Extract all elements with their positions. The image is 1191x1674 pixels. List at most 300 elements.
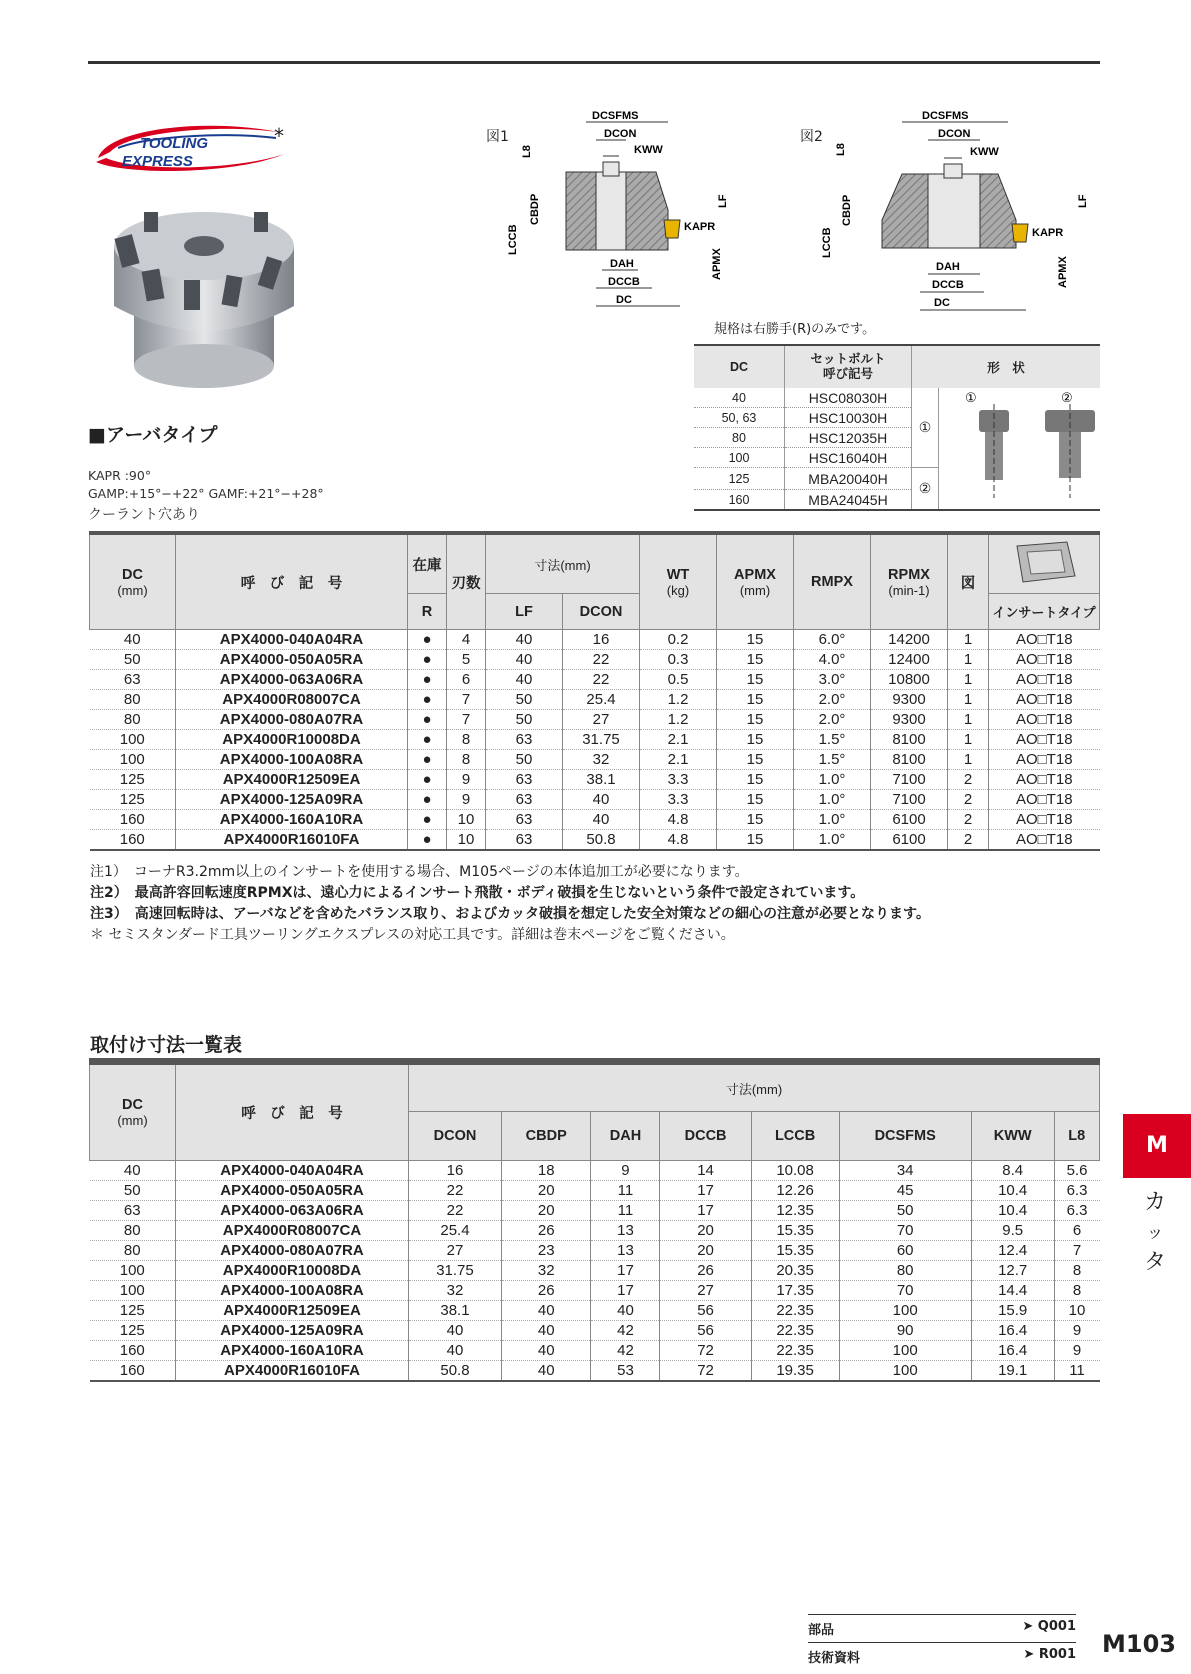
- cell: 15: [717, 710, 794, 730]
- cell: 14: [660, 1161, 751, 1181]
- bolt-dc: 125: [694, 468, 785, 490]
- cell: AO□T18: [989, 670, 1100, 690]
- cell: 12.7: [971, 1261, 1054, 1281]
- cell: 1.5°: [794, 750, 871, 770]
- cell: ●: [408, 810, 447, 830]
- cell: 100: [839, 1361, 971, 1382]
- cell: 3.3: [640, 790, 717, 810]
- cell: 9: [1054, 1321, 1100, 1341]
- table-row: [90, 1361, 1100, 1382]
- cell: 15.35: [751, 1221, 839, 1241]
- cell: 10: [447, 830, 486, 851]
- table-row: [90, 1341, 1100, 1361]
- cell: APX4000-050A05RA: [176, 650, 408, 670]
- cell: 20: [660, 1221, 751, 1241]
- cell: 90: [839, 1321, 971, 1341]
- cell: 80: [90, 710, 176, 730]
- cell: 1: [948, 750, 989, 770]
- insert-icon: [1009, 540, 1079, 584]
- cell: 2.0°: [794, 690, 871, 710]
- cell: 0.5: [640, 670, 717, 690]
- cell: 80: [839, 1261, 971, 1281]
- cell: 40: [501, 1301, 591, 1321]
- cell: 5: [447, 650, 486, 670]
- cell: 100: [90, 750, 176, 770]
- cell: ●: [408, 710, 447, 730]
- cell: 17: [660, 1181, 751, 1201]
- cell: 1: [948, 710, 989, 730]
- cell: 8: [1054, 1261, 1100, 1281]
- cell: AO□T18: [989, 730, 1100, 750]
- cell: 5.6: [1054, 1161, 1100, 1181]
- section-tab-m[interactable]: M: [1123, 1114, 1191, 1178]
- cell: 38.1: [563, 770, 640, 790]
- svg-text:KAPR: KAPR: [684, 221, 716, 233]
- cell: 80: [90, 1241, 176, 1261]
- table-row: [90, 790, 1100, 810]
- cell: 12.35: [751, 1201, 839, 1221]
- svg-text:LF: LF: [717, 194, 729, 208]
- bolt-header-bolt: セットボルト 呼び記号: [785, 345, 912, 388]
- cell: 6: [1054, 1221, 1100, 1241]
- cell: 50: [90, 650, 176, 670]
- insert-image-cell: [989, 533, 1100, 594]
- cell: 22: [563, 670, 640, 690]
- tooling-express-logo: [88, 118, 288, 180]
- cell: 63: [90, 1201, 176, 1221]
- cell: 2: [948, 770, 989, 790]
- shape-1-marker: ①: [912, 388, 939, 468]
- table-row: [90, 1321, 1100, 1341]
- header-fig: 図: [948, 533, 989, 630]
- cell: APX4000-100A08RA: [176, 750, 408, 770]
- svg-text:EXPRESS: EXPRESS: [122, 153, 193, 170]
- cell: 70: [839, 1221, 971, 1241]
- cell: 100: [90, 1261, 176, 1281]
- cell: 22.35: [751, 1341, 839, 1361]
- bolt-code: MBA24045H: [785, 490, 912, 511]
- header-stock-r: R: [408, 594, 447, 630]
- cell: 11: [591, 1181, 660, 1201]
- cell: APX4000-050A05RA: [176, 1181, 409, 1201]
- cell: 15: [717, 690, 794, 710]
- cell: 18: [501, 1161, 591, 1181]
- table-row: [90, 710, 1100, 730]
- cell: 32: [501, 1261, 591, 1281]
- cell: 72: [660, 1361, 751, 1382]
- bolt-dc: 80: [694, 428, 785, 448]
- top-rule: [88, 61, 1100, 64]
- bolt-dc: 40: [694, 388, 785, 408]
- cell: 25.4: [563, 690, 640, 710]
- cell: APX4000-080A07RA: [176, 710, 408, 730]
- cell: 17: [591, 1281, 660, 1301]
- cell: 20: [501, 1181, 591, 1201]
- cell: 63: [90, 670, 176, 690]
- cell: 10800: [871, 670, 948, 690]
- cell: 13: [591, 1221, 660, 1241]
- cell: 3.3: [640, 770, 717, 790]
- cell: 1: [948, 730, 989, 750]
- table-row: [90, 630, 1100, 650]
- cell: AO□T18: [989, 790, 1100, 810]
- cell: 7: [1054, 1241, 1100, 1261]
- cell: 8100: [871, 730, 948, 750]
- cell: 20: [660, 1241, 751, 1261]
- bolt-code: HSC10030H: [785, 408, 912, 428]
- cell: 34: [839, 1161, 971, 1181]
- figure1-label: 図1: [486, 129, 509, 145]
- cell: 80: [90, 690, 176, 710]
- cell: APX4000R12509EA: [176, 1301, 409, 1321]
- cell: 6.3: [1054, 1201, 1100, 1221]
- cell: 8: [447, 750, 486, 770]
- cell: 1.0°: [794, 770, 871, 790]
- cell: 63: [486, 730, 563, 750]
- cell: 11: [591, 1201, 660, 1221]
- header-rmpx: RMPX: [794, 533, 871, 630]
- cell: ●: [408, 790, 447, 810]
- cell: 32: [563, 750, 640, 770]
- specification-rows: [90, 630, 1100, 851]
- dim-col-dccb: DCCB: [660, 1112, 751, 1161]
- cell: 40: [501, 1361, 591, 1382]
- cell: APX4000-100A08RA: [176, 1281, 409, 1301]
- dim-col-kww: KWW: [971, 1112, 1054, 1161]
- header-dcon: DCON: [563, 594, 640, 630]
- dim-col-cbdp: CBDP: [501, 1112, 591, 1161]
- bolt-code: HSC08030H: [785, 388, 912, 408]
- header-teeth: 刃数: [447, 533, 486, 630]
- table-row: [90, 770, 1100, 790]
- header-code: 呼 び 記 号: [176, 533, 408, 630]
- cell: AO□T18: [989, 830, 1100, 851]
- cell: 8: [1054, 1281, 1100, 1301]
- cell: ●: [408, 770, 447, 790]
- svg-text:APMX: APMX: [711, 248, 723, 280]
- cell: 50: [839, 1201, 971, 1221]
- svg-text:DCSFMS: DCSFMS: [592, 110, 639, 122]
- cell: 40: [563, 790, 640, 810]
- cell: AO□T18: [989, 810, 1100, 830]
- cell: ●: [408, 730, 447, 750]
- spec-kapr: KAPR :90°: [88, 468, 152, 483]
- cell: 63: [486, 770, 563, 790]
- cell: APX4000-080A07RA: [176, 1241, 409, 1261]
- cell: APX4000-063A06RA: [176, 670, 408, 690]
- cell: 22: [563, 650, 640, 670]
- cell: 6.0°: [794, 630, 871, 650]
- spec-gamp: GAMP:+15°−+22° GAMF:+21°−+28°: [88, 486, 324, 501]
- cell: 10: [447, 810, 486, 830]
- cell: 11: [1054, 1361, 1100, 1382]
- cell: 16: [563, 630, 640, 650]
- cell: 2.0°: [794, 710, 871, 730]
- cell: 50: [486, 710, 563, 730]
- bolt-dc: 100: [694, 448, 785, 468]
- cell: ●: [408, 750, 447, 770]
- cell: 6100: [871, 830, 948, 851]
- bolt-code: HSC16040H: [785, 448, 912, 468]
- svg-text:DCCB: DCCB: [932, 279, 964, 291]
- header-stock: 在庫: [408, 533, 447, 594]
- cell: 0.3: [640, 650, 717, 670]
- cell: 160: [90, 810, 176, 830]
- cell: 9300: [871, 710, 948, 730]
- cell: 53: [591, 1361, 660, 1382]
- cell: 1.5°: [794, 730, 871, 750]
- cell: 160: [90, 1341, 176, 1361]
- cell: 50.8: [563, 830, 640, 851]
- cell: 42: [591, 1321, 660, 1341]
- cell: 72: [660, 1341, 751, 1361]
- cell: 20.35: [751, 1261, 839, 1281]
- cell: 4.0°: [794, 650, 871, 670]
- cell: 40: [90, 630, 176, 650]
- cell: 63: [486, 830, 563, 851]
- cell: 20: [501, 1201, 591, 1221]
- cell: AO□T18: [989, 630, 1100, 650]
- dim-header-code: 呼 び 記 号: [176, 1062, 409, 1161]
- cell: 16.4: [971, 1321, 1054, 1341]
- reference-links: [808, 1614, 1076, 1670]
- cell: 1.0°: [794, 790, 871, 810]
- cell: 4.8: [640, 830, 717, 851]
- svg-text:DCON: DCON: [938, 128, 971, 140]
- cell: 23: [501, 1241, 591, 1261]
- bolt-header-shape: 形 状: [912, 345, 1101, 388]
- table-row: [90, 1221, 1100, 1241]
- svg-text:LCCB: LCCB: [508, 224, 519, 255]
- cell: 22: [409, 1201, 502, 1221]
- cell: AO□T18: [989, 650, 1100, 670]
- cell: APX4000-160A10RA: [176, 1341, 409, 1361]
- cell: 63: [486, 790, 563, 810]
- cell: 32: [409, 1281, 502, 1301]
- cell: 26: [660, 1261, 751, 1281]
- note-1: 注1） コーナR3.2mm以上のインサートを使用する場合、M105ページの本体追加工が必要になります。: [90, 864, 749, 880]
- dim-col-dah: DAH: [591, 1112, 660, 1161]
- svg-text:①: ①: [964, 390, 977, 405]
- cell: 12.26: [751, 1181, 839, 1201]
- cell: 1.0°: [794, 810, 871, 830]
- cell: 15: [717, 770, 794, 790]
- svg-text:CBDP: CBDP: [529, 193, 541, 225]
- cell: 3.0°: [794, 670, 871, 690]
- cell: 10.08: [751, 1161, 839, 1181]
- cell: 7100: [871, 770, 948, 790]
- cell: 70: [839, 1281, 971, 1301]
- dimension-table: [89, 1058, 1100, 1382]
- table-row: [90, 810, 1100, 830]
- header-dc: DC (mm): [90, 533, 176, 630]
- cell: 63: [486, 810, 563, 830]
- cutter-product-image: [104, 206, 304, 400]
- svg-text:DC: DC: [934, 297, 950, 309]
- cell: 100: [90, 730, 176, 750]
- cell: APX4000R12509EA: [176, 770, 408, 790]
- cell: APX4000R10008DA: [176, 730, 408, 750]
- cell: 10.4: [971, 1181, 1054, 1201]
- table-row: [90, 650, 1100, 670]
- cell: 7100: [871, 790, 948, 810]
- svg-text:DAH: DAH: [936, 261, 960, 273]
- cell: 4.8: [640, 810, 717, 830]
- cell: 56: [660, 1301, 751, 1321]
- cell: 17.35: [751, 1281, 839, 1301]
- svg-text:②: ②: [1060, 390, 1073, 405]
- bolt-code: MBA20040H: [785, 468, 912, 490]
- cell: 26: [501, 1221, 591, 1241]
- logo-asterisk: *: [274, 124, 284, 148]
- cell: 13: [591, 1241, 660, 1261]
- cell: 10: [1054, 1301, 1100, 1321]
- cell: 38.1: [409, 1301, 502, 1321]
- cell: 27: [409, 1241, 502, 1261]
- svg-text:DCCB: DCCB: [608, 276, 640, 288]
- bolt-code: HSC12035H: [785, 428, 912, 448]
- cell: 22: [409, 1181, 502, 1201]
- cell: 50: [486, 690, 563, 710]
- cell: 9: [591, 1161, 660, 1181]
- cell: 40: [501, 1321, 591, 1341]
- header-dims: 寸法(mm): [486, 533, 640, 594]
- table-row: [90, 1161, 1100, 1181]
- header-lf: LF: [486, 594, 563, 630]
- cell: APX4000R16010FA: [176, 1361, 409, 1382]
- dim-col-lccb: LCCB: [751, 1112, 839, 1161]
- cell: 6: [447, 670, 486, 690]
- cell: 40: [591, 1301, 660, 1321]
- cell: 40: [486, 670, 563, 690]
- table-row: [90, 1181, 1100, 1201]
- cell: 40: [486, 630, 563, 650]
- dim-col-dcon: DCON: [409, 1112, 502, 1161]
- cell: 1: [948, 670, 989, 690]
- dim-header-dc: DC (mm): [90, 1062, 176, 1161]
- cell: 40: [409, 1341, 502, 1361]
- cell: 10.4: [971, 1201, 1054, 1221]
- svg-text:LF: LF: [1077, 194, 1089, 208]
- cell: APX4000R16010FA: [176, 830, 408, 851]
- cell: 14.4: [971, 1281, 1054, 1301]
- table-row: [90, 1301, 1100, 1321]
- cell: 45: [839, 1181, 971, 1201]
- cell: 7: [447, 690, 486, 710]
- cell: 8.4: [971, 1161, 1054, 1181]
- cell: 100: [839, 1341, 971, 1361]
- cell: 2: [948, 810, 989, 830]
- cell: APX4000R08007CA: [176, 690, 408, 710]
- svg-text:TOOLING: TOOLING: [140, 135, 209, 152]
- cell: AO□T18: [989, 750, 1100, 770]
- dimension-rows: [90, 1161, 1100, 1382]
- cell: ●: [408, 670, 447, 690]
- note-asterisk: ＊ セミスタンダード工具ツーリングエクスプレスの対応工具です。詳細は巻末ページをご覧ください。: [90, 927, 735, 943]
- header-wt: WT (kg): [640, 533, 717, 630]
- table-row: [90, 830, 1100, 851]
- cell: 42: [591, 1341, 660, 1361]
- svg-text:L8: L8: [521, 145, 533, 158]
- svg-text:L8: L8: [835, 143, 847, 156]
- cell: 9300: [871, 690, 948, 710]
- cell: 1: [948, 690, 989, 710]
- table-row: [90, 1261, 1100, 1281]
- cell: 27: [660, 1281, 751, 1301]
- cell: 26: [501, 1281, 591, 1301]
- cell: APX4000R08007CA: [176, 1221, 409, 1241]
- dimension-table-title: 取付け寸法一覧表: [90, 1034, 243, 1056]
- cell: 17: [660, 1201, 751, 1221]
- cell: 9: [1054, 1341, 1100, 1361]
- cell: 15.35: [751, 1241, 839, 1261]
- notes: [90, 862, 930, 946]
- cell: 2.1: [640, 750, 717, 770]
- cell: 19.35: [751, 1361, 839, 1382]
- cell: 160: [90, 1361, 176, 1382]
- cell: APX4000-063A06RA: [176, 1201, 409, 1221]
- cell: 2.1: [640, 730, 717, 750]
- cell: 125: [90, 1301, 176, 1321]
- cell: 40: [90, 1161, 176, 1181]
- cell: 14200: [871, 630, 948, 650]
- cell: 9: [447, 790, 486, 810]
- cell: APX4000-125A09RA: [176, 790, 408, 810]
- dim-col-l8: L8: [1054, 1112, 1100, 1161]
- cell: 27: [563, 710, 640, 730]
- cell: 17: [591, 1261, 660, 1281]
- cell: 8: [447, 730, 486, 750]
- note-3: 注3） 高速回転時は、アーバなどを含めたバランス取り、およびカッタ破損を想定した安全対策などの細心の注意が必要となります。: [90, 906, 930, 922]
- cell: 15: [717, 810, 794, 830]
- bolt-dc: 50, 63: [694, 408, 785, 428]
- cell: 2: [948, 830, 989, 851]
- cell: 40: [486, 650, 563, 670]
- cell: 56: [660, 1321, 751, 1341]
- cell: ●: [408, 830, 447, 851]
- bolt-header-dc: DC: [694, 345, 785, 388]
- cell: 9: [447, 770, 486, 790]
- cell: 80: [90, 1221, 176, 1241]
- cell: ●: [408, 690, 447, 710]
- specification-table: [89, 531, 1100, 851]
- svg-text:DAH: DAH: [610, 258, 634, 270]
- ref-parts[interactable]: 部品 ➤ Q001: [808, 1614, 1076, 1642]
- cell: APX4000-040A04RA: [176, 630, 408, 650]
- section-title: ■アーバタイプ: [88, 424, 218, 446]
- cell: 1.2: [640, 690, 717, 710]
- cell: 15: [717, 750, 794, 770]
- svg-text:KWW: KWW: [634, 144, 663, 156]
- cell: APX4000R10008DA: [176, 1261, 409, 1281]
- svg-text:DCON: DCON: [604, 128, 637, 140]
- cell: APX4000-160A10RA: [176, 810, 408, 830]
- ref-technical[interactable]: 技術資料 ➤ R001: [808, 1642, 1076, 1670]
- cell: 4: [447, 630, 486, 650]
- cell: APX4000-125A09RA: [176, 1321, 409, 1341]
- cell: 15: [717, 670, 794, 690]
- svg-text:DCSFMS: DCSFMS: [922, 110, 969, 122]
- figure2-label: 図2: [800, 129, 823, 145]
- cell: 15: [717, 630, 794, 650]
- set-bolt-table: [694, 344, 1100, 511]
- svg-text:DC: DC: [616, 294, 632, 306]
- cell: 1: [948, 630, 989, 650]
- spec-coolant: クーラント穴あり: [88, 507, 200, 523]
- svg-text:KAPR: KAPR: [1032, 227, 1064, 239]
- cell: 8100: [871, 750, 948, 770]
- table-row: [90, 1201, 1100, 1221]
